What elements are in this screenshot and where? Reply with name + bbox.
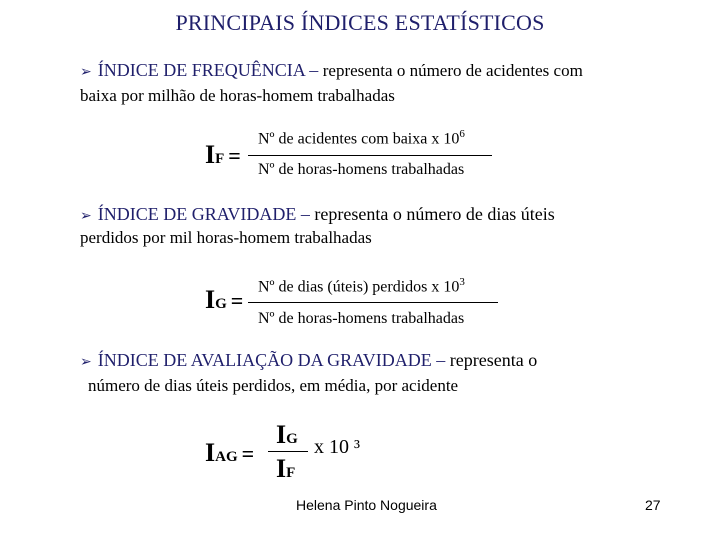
evaluation-multiplier: x 10 ³ [314, 436, 360, 458]
gravity-index-description-cont: perdidos por mil horas-homem trabalhadas [80, 228, 372, 247]
evaluation-index-description: representa o [449, 350, 538, 370]
page-title: PRINCIPAIS ÍNDICES ESTATÍSTICOS [175, 10, 545, 35]
formula-subscript: F [215, 151, 225, 167]
fraction-bar [248, 155, 492, 156]
formula-symbol-i: I [205, 285, 216, 314]
evaluation-index-name: ÍNDICE DE AVALIAÇÃO DA GRAVIDADE [97, 350, 432, 370]
frequency-denominator: Nº de horas-homens trabalhadas [258, 161, 465, 178]
evaluation-index-dash: – [436, 350, 446, 370]
page-number: 27 [645, 497, 661, 513]
gravity-index-name: ÍNDICE DE GRAVIDADE [97, 204, 297, 224]
numerator-exponent: 6 [459, 128, 465, 140]
evaluation-numerator [276, 420, 298, 450]
evaluation-denominator [276, 454, 295, 484]
frequency-index-name: ÍNDICE DE FREQUÊNCIA [97, 60, 305, 80]
formula-symbol-i: I [205, 140, 216, 169]
frequency-index-description: representa o número de acidentes com [322, 61, 583, 80]
arrow-right-icon: ➢ [80, 208, 92, 224]
formula-subscript: G [286, 431, 298, 447]
formula-subscript: AG [215, 449, 238, 465]
formula-symbol-i: I [276, 420, 287, 449]
frequency-index-heading [80, 60, 583, 81]
formula-equals: = [228, 143, 241, 168]
gravity-numerator [258, 276, 465, 296]
formula-symbol-i: I [276, 454, 287, 483]
formula-symbol-i: I [205, 438, 216, 467]
formula-subscript: G [215, 296, 227, 312]
gravity-formula-symbol [205, 285, 243, 315]
author-footer: Helena Pinto Nogueira [296, 497, 437, 513]
formula-subscript: F [286, 465, 296, 481]
evaluation-index-heading [80, 350, 537, 371]
formula-equals: = [230, 288, 244, 313]
arrow-right-icon: ➢ [80, 64, 92, 80]
numerator-text: Nº de dias (úteis) perdidos x 10 [258, 278, 460, 296]
gravity-denominator: Nº de horas-homens trabalhadas [258, 310, 465, 327]
frequency-index-dash: – [309, 60, 319, 80]
frequency-formula-symbol [205, 140, 241, 170]
gravity-index-heading [80, 204, 555, 225]
numerator-text: Nº de acidentes com baixa x 10 [258, 130, 460, 148]
formula-equals: = [241, 441, 255, 466]
arrow-right-icon: ➢ [80, 354, 92, 370]
numerator-exponent: 3 [459, 276, 465, 288]
evaluation-index-description-cont: número de dias úteis perdidos, em média, por acidente [88, 376, 459, 395]
gravity-index-dash: – [300, 204, 310, 224]
fraction-bar [248, 302, 498, 303]
frequency-numerator [258, 128, 465, 148]
evaluation-formula-symbol [205, 438, 254, 468]
gravity-index-description: representa o número de dias úteis [314, 204, 555, 224]
frequency-index-description-cont: baixa por milhão de horas-homem trabalhadas [80, 86, 395, 105]
fraction-bar [268, 451, 308, 452]
